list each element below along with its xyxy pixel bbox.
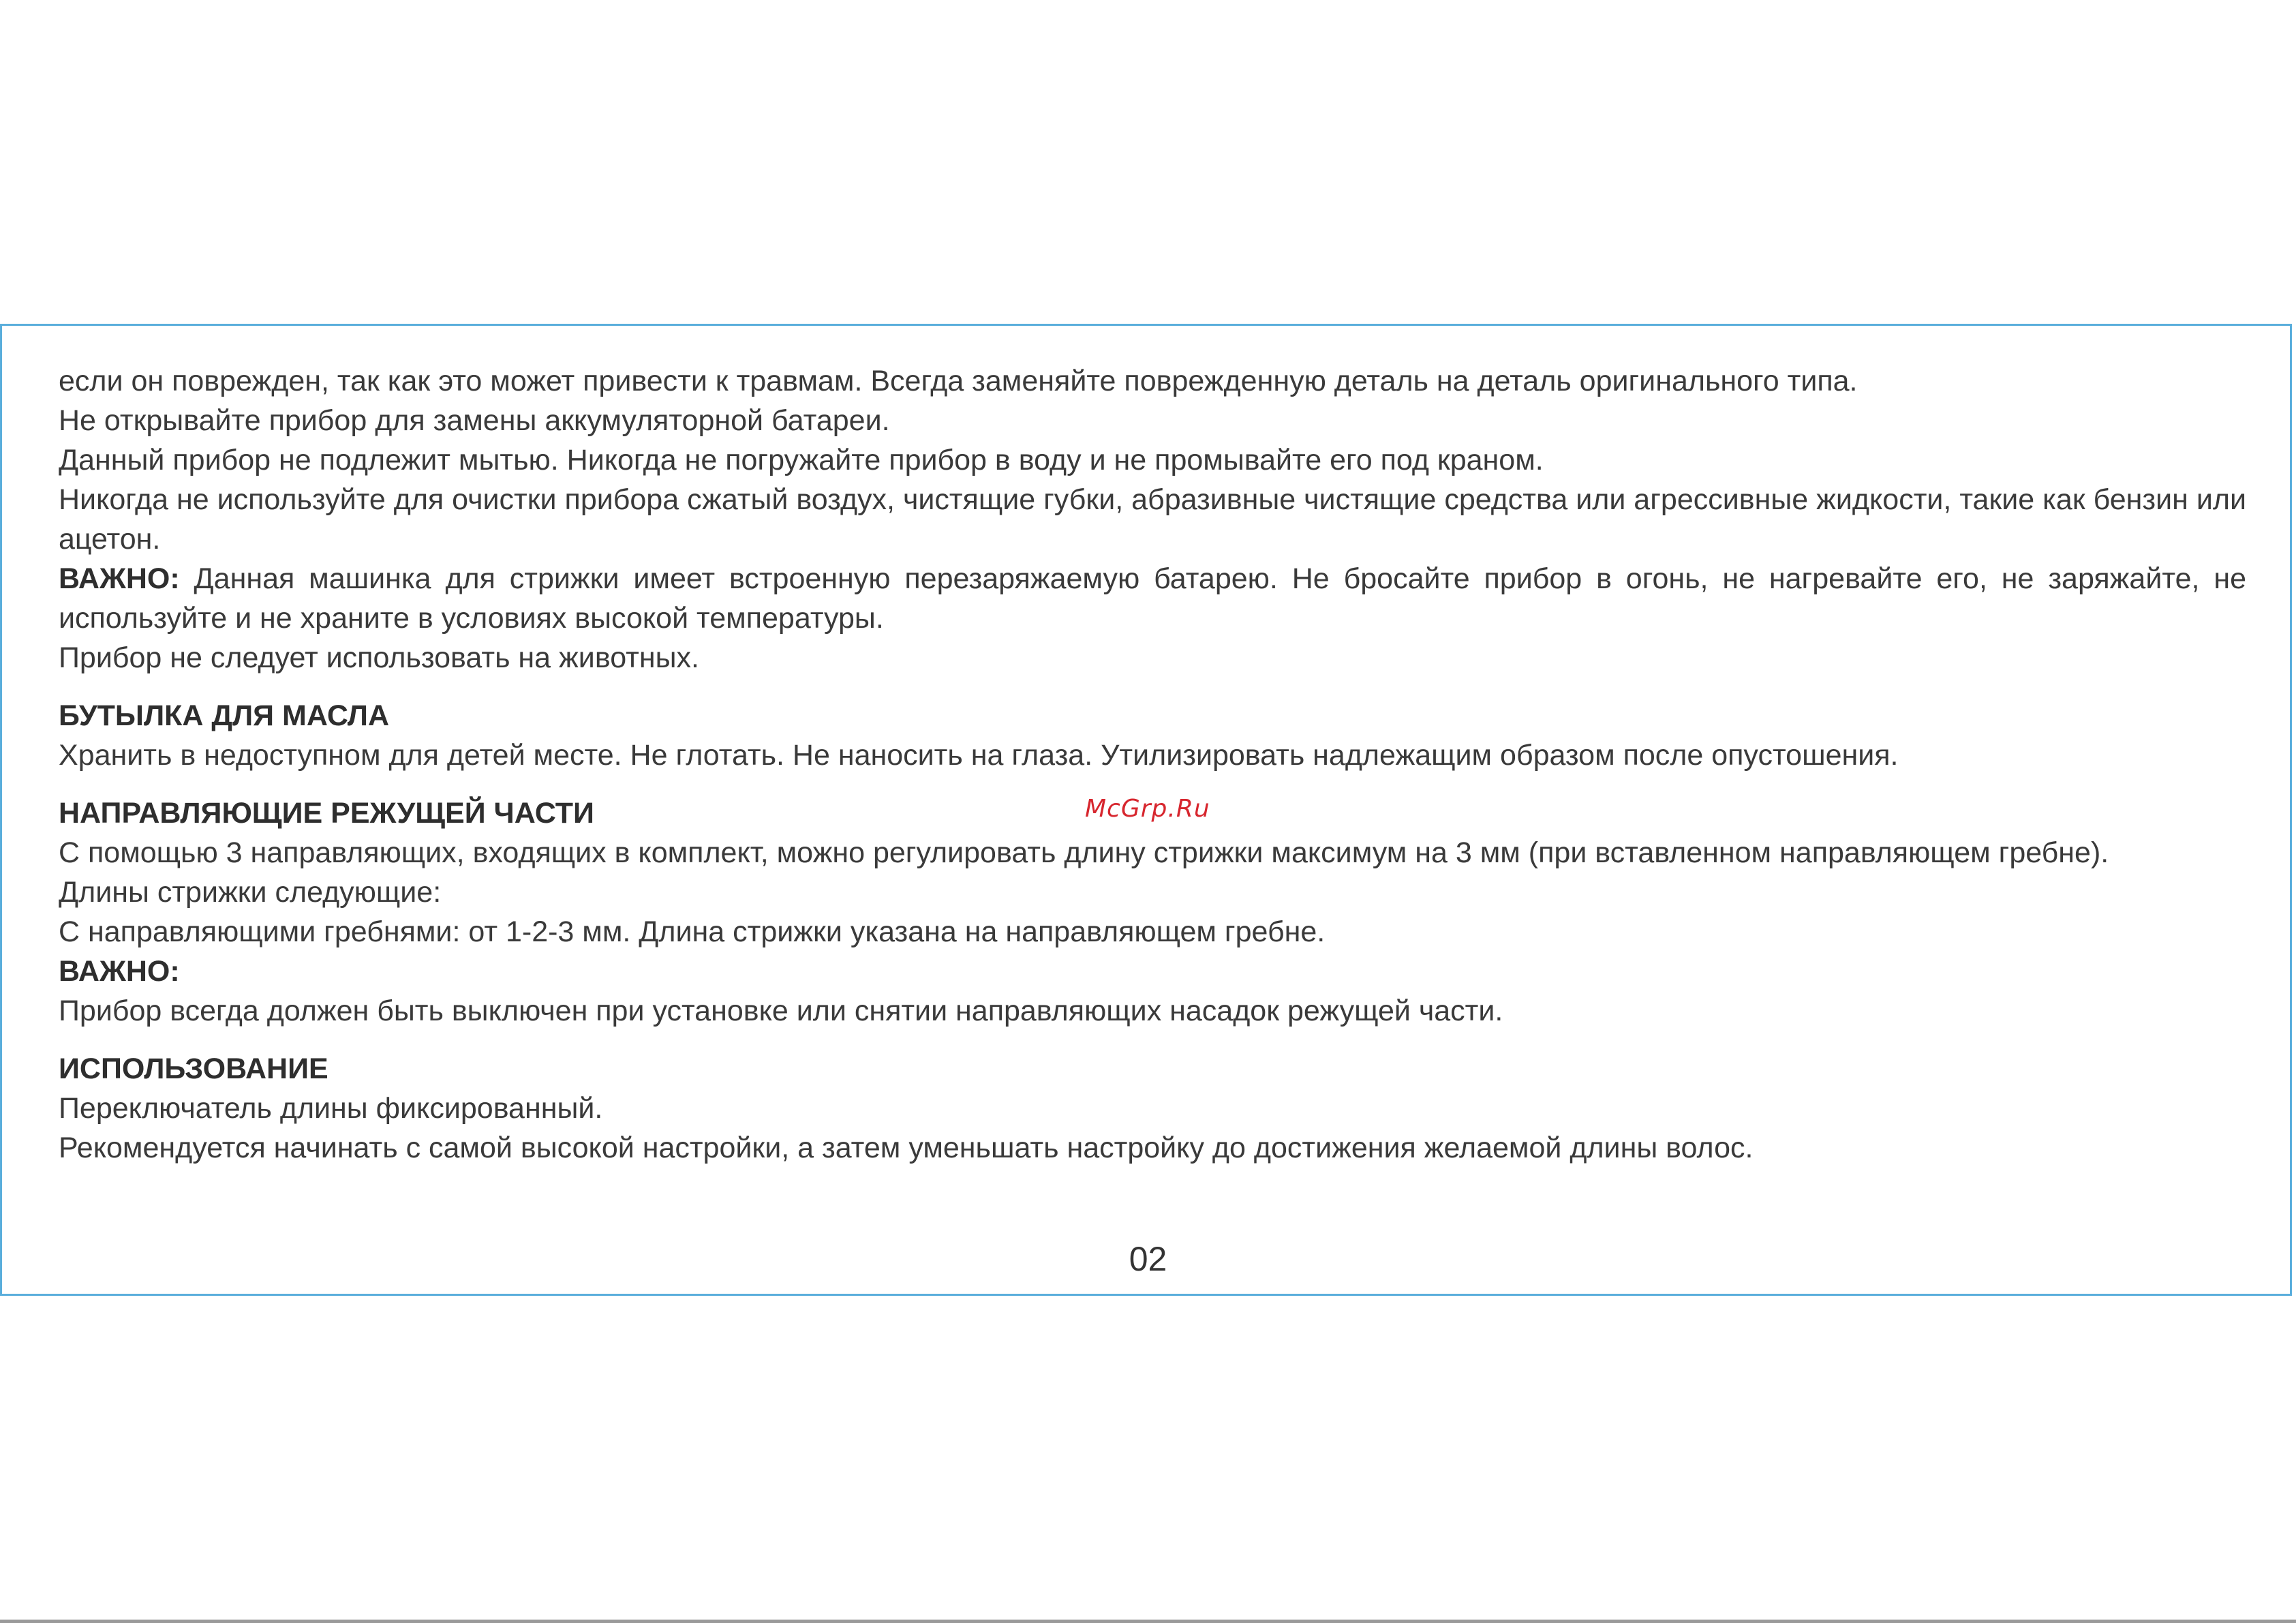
intro-line-4: Никогда не используйте для очистки прибора сжатый воздух, чистящие губки, абразивные чистящие средства или агрессивные жидкости, такие как бензин или ацетон. — [59, 483, 2246, 556]
watermark: McGrp.Ru — [1085, 795, 1210, 823]
intro-line-6: Прибор не следует использовать на животных. — [59, 641, 699, 674]
intro-line-1: если он поврежден, так как это может привести к травмам. Всегда заменяйте поврежденную деталь на деталь оригинального типа. — [59, 365, 1858, 397]
important-text: Данная машинка для стрижки имеет встроенную перезаряжаемую батарею. Не бросайте прибор в огонь, не нагревайте его, не заряжайте, не используйте и не храните в условиях высокой температуры. — [59, 562, 2246, 635]
bottom-divider — [0, 1620, 2296, 1623]
intro-line-3: Данный прибор не подлежит мытью. Никогда не погружайте прибор в воду и не промывайте его под краном. — [59, 444, 1544, 476]
usage-heading: ИСПОЛЬЗОВАНИЕ — [59, 1052, 328, 1085]
usage-text-1: Переключатель длины фиксированный. — [59, 1092, 603, 1125]
guides-text-4: Прибор всегда должен быть выключен при установке или снятии направляющих насадок режущей части. — [59, 995, 1503, 1027]
important-label: ВАЖНО: — [59, 562, 180, 595]
oil-bottle-text: Хранить в недоступном для детей месте. Не глотать. Не наносить на глаза. Утилизировать надлежащим образом после опустошения. — [59, 739, 1899, 772]
guides-text-1: С помощью 3 направляющих, входящих в комплект, можно регулировать длину стрижки максимум на 3 мм (при вставленном направляющем гребне). — [59, 836, 2109, 869]
intro-important-paragraph — [59, 559, 2246, 638]
usage-text-2: Рекомендуется начинать с самой высокой настройки, а затем уменьшать настройку до достижения желаемой длины волос. — [59, 1132, 1754, 1164]
guides-heading: НАПРАВЛЯЮЩИЕ РЕЖУЩЕЙ ЧАСТИ — [59, 797, 594, 830]
intro-line-2: Не открывайте прибор для замены аккумуляторной батареи. — [59, 404, 890, 437]
page-number: 02 — [1129, 1240, 1167, 1278]
guides-text-2: Длины стрижки следующие: — [59, 876, 442, 909]
guides-important-heading: ВАЖНО: — [59, 955, 180, 988]
guides-text-3: С направляющими гребнями: от 1-2-3 мм. Длина стрижки указана на направляющем гребне. — [59, 915, 1326, 948]
document-body — [59, 361, 2246, 1168]
oil-bottle-heading: БУТЫЛКА ДЛЯ МАСЛА — [59, 699, 390, 732]
